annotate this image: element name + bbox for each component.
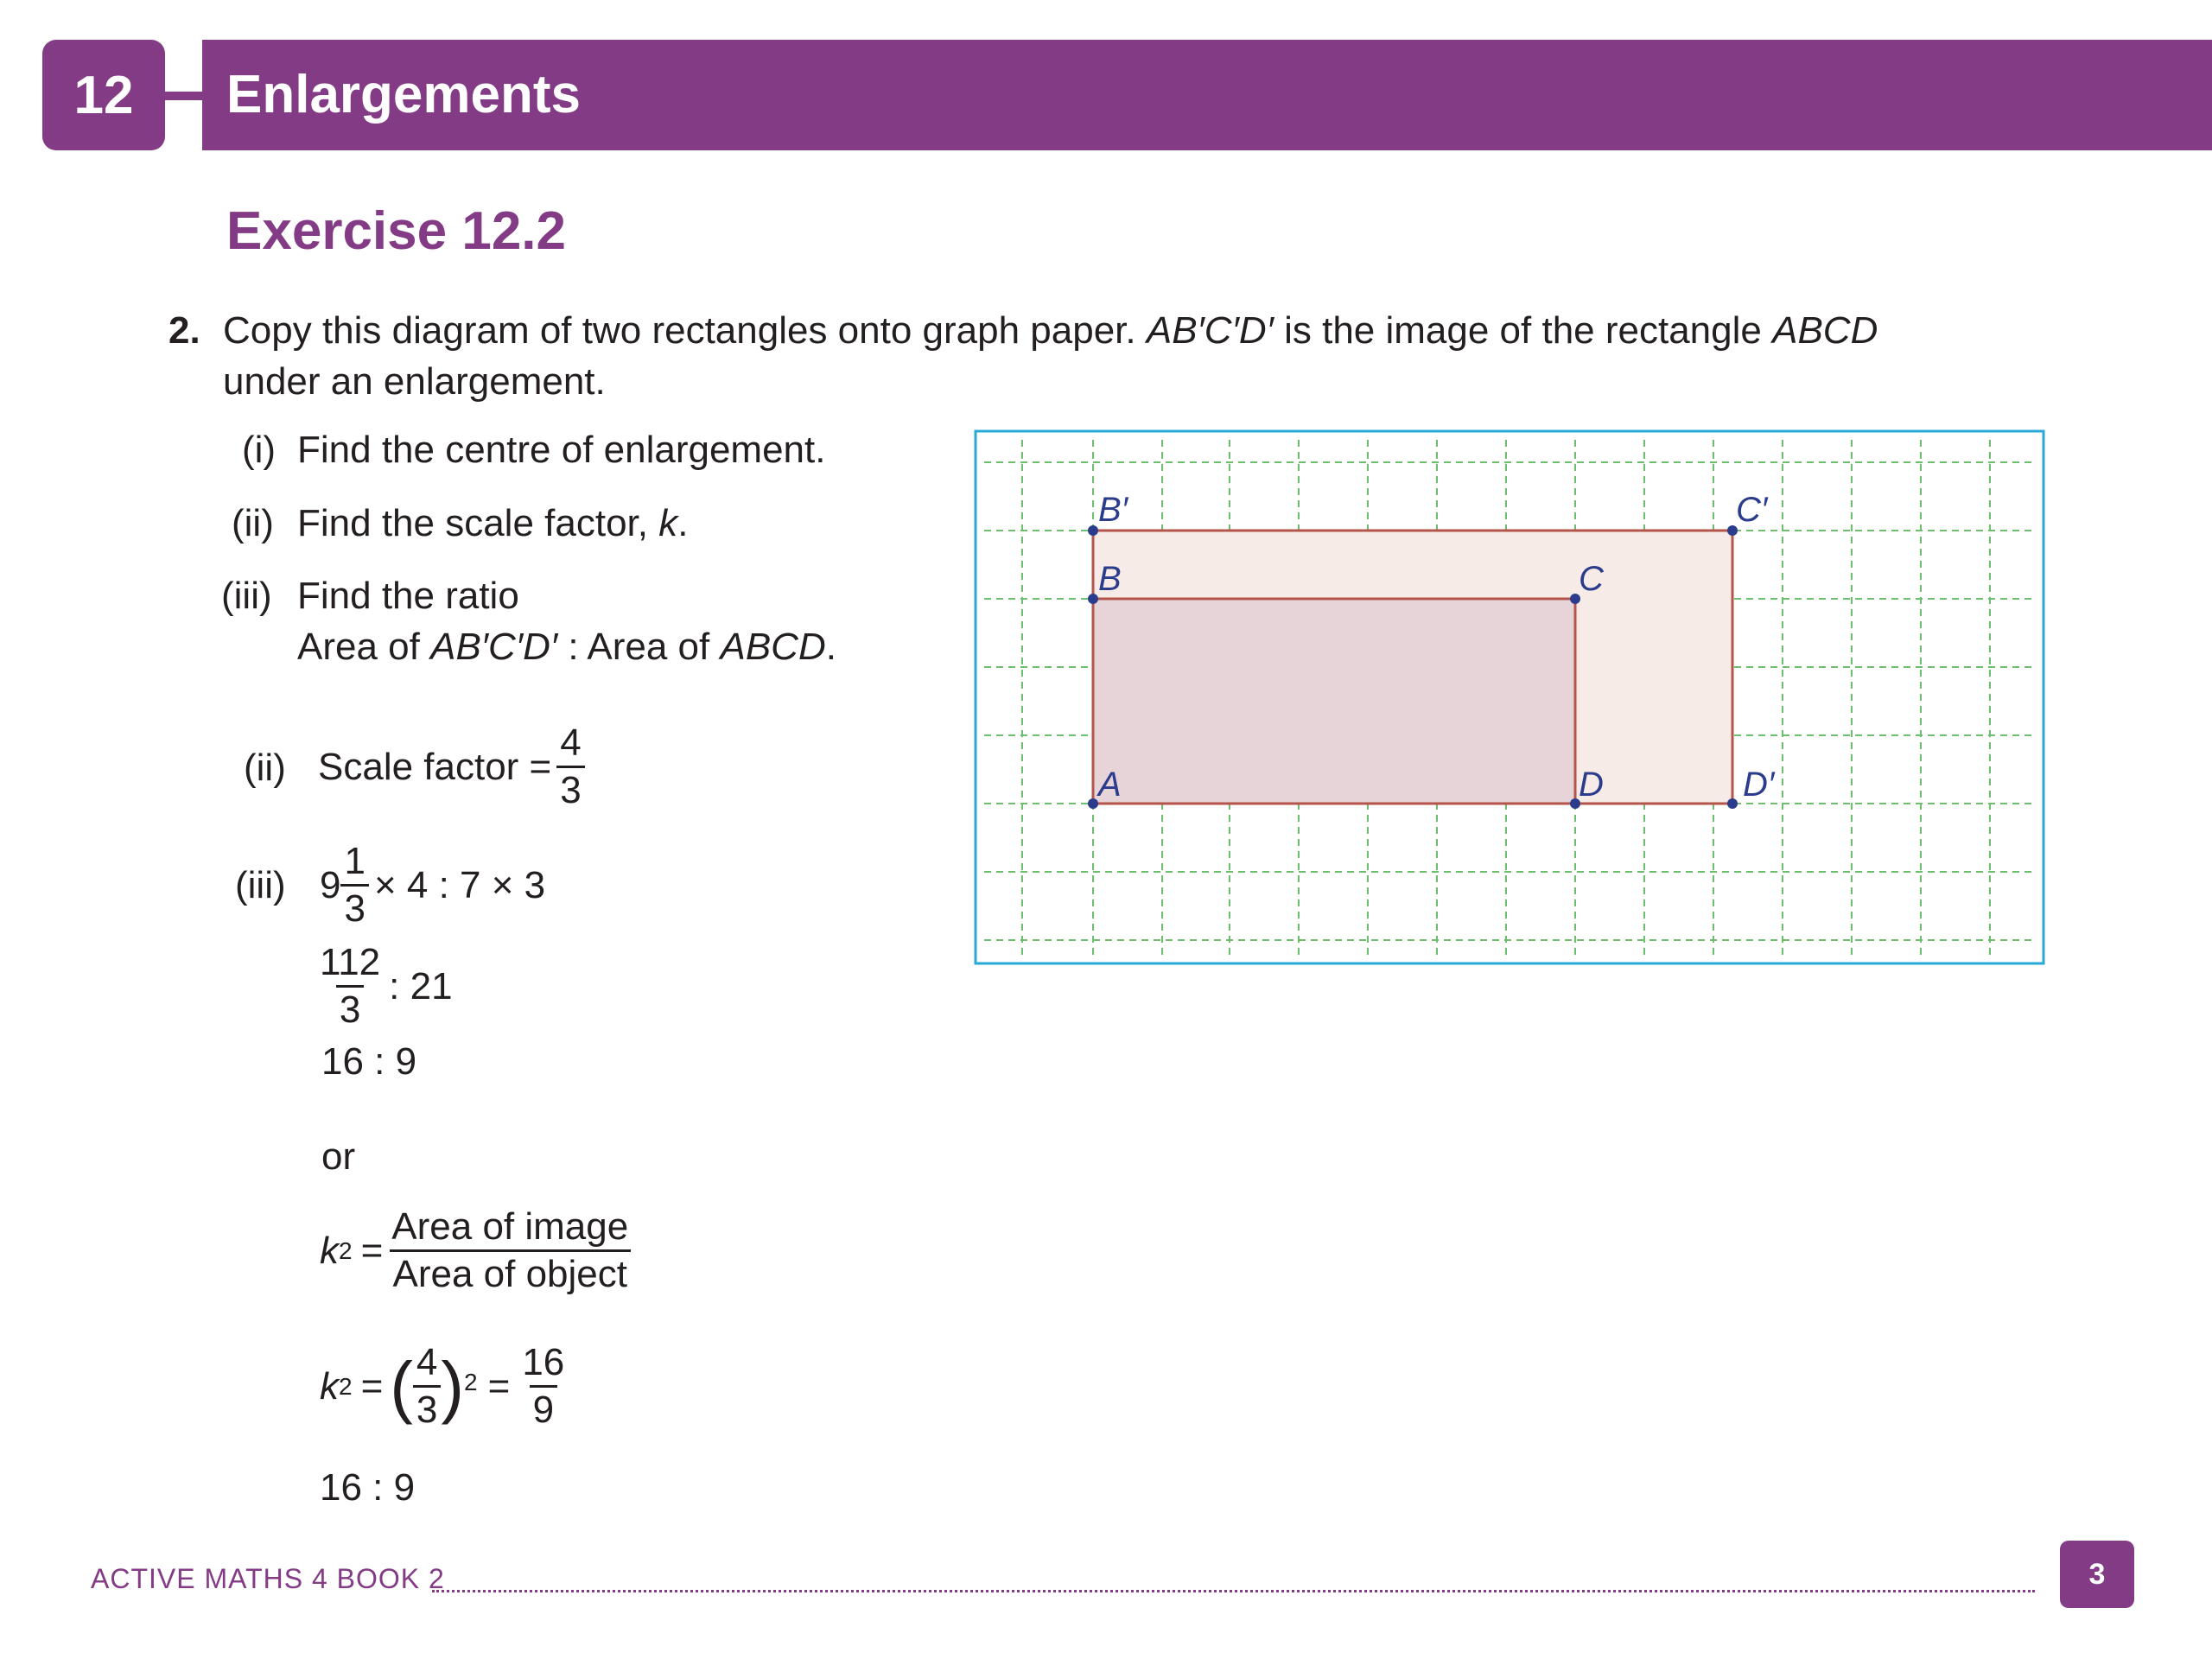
question-text-b: is the image of the rectangle xyxy=(1284,309,1762,352)
mixed-fraction: $\frac{1}{3}$ xyxy=(340,842,368,928)
label-a: A xyxy=(1098,766,1122,804)
answer-ii: Scale factor = $\frac{4}{3}$ xyxy=(318,724,590,810)
label-c: C xyxy=(1579,560,1604,598)
label-c-prime: C′ xyxy=(1736,491,1768,529)
answer-iii-step3: 16 : 9 xyxy=(321,1040,417,1083)
question-line-1 xyxy=(223,306,1878,356)
scale-factor-fraction: $\frac{4}{3}$ xyxy=(556,724,584,810)
label-d-prime: D′ xyxy=(1743,766,1775,804)
exercise-title: Exercise 12.2 xyxy=(226,201,567,261)
k-squared-calculation: k 2 = ( $\frac{4}{3}$ ) 2 = $\frac{16}{9}$ xyxy=(320,1344,573,1429)
page-number-badge xyxy=(2060,1541,2134,1608)
point-a xyxy=(1088,798,1098,809)
variable-k: k xyxy=(658,502,678,544)
object-rectangle xyxy=(1093,599,1575,804)
image-name: AB′C′D′ xyxy=(1146,309,1274,352)
step2-fraction: $\frac{112}{3}$ xyxy=(320,941,381,1031)
part-iii-number: (iii) xyxy=(221,575,272,617)
label-b-prime: B′ xyxy=(1098,491,1128,529)
point-b xyxy=(1088,594,1098,604)
answer-final-ratio: 16 : 9 xyxy=(320,1466,416,1509)
label-b: B xyxy=(1098,560,1122,598)
answer-iii-step1: 9 $\frac{1}{3}$ × 4 : 7 × 3 xyxy=(320,840,546,930)
part-iii-ratio-line: Area of AB′C′D′ : Area of ABCD. xyxy=(297,626,836,668)
question-text-a: Copy this diagram of two rectangles onto graph paper. xyxy=(223,309,1136,352)
k-squared-area-ratio: k 2 = $\frac{\text{Area of image}}{\text{Area of object}}$ xyxy=(320,1208,637,1294)
result-fraction: $\frac{16}{9}$ xyxy=(522,1341,565,1431)
part-ii-number: (ii) xyxy=(232,502,274,544)
part-i-number: (i) xyxy=(242,429,276,471)
answer-or: or xyxy=(321,1135,356,1178)
right-bracket: ) xyxy=(441,1347,465,1425)
part-ii-text: Find the scale factor, k. xyxy=(297,502,689,544)
question-line-2: under an enlargement. xyxy=(223,360,606,403)
object-name: ABCD xyxy=(1772,309,1878,352)
area-fraction: $\frac{\text{Area of image}}{\text{Area of object}}$ xyxy=(388,1208,632,1294)
footer-book-title: ACTIVE MATHS 4 BOOK 2 xyxy=(91,1563,445,1594)
header-connector xyxy=(164,92,206,100)
point-d-prime xyxy=(1727,798,1738,809)
footer-dotted-rule xyxy=(432,1590,2035,1592)
chapter-number-badge xyxy=(42,40,165,150)
answer-iii-step2: $\frac{112}{3}$ : 21 xyxy=(316,944,453,1029)
point-b-prime xyxy=(1088,525,1098,536)
left-bracket: ( xyxy=(390,1347,413,1425)
chapter-title: Enlargements xyxy=(226,65,582,124)
page-number: 3 xyxy=(2088,1557,2106,1591)
enlargement-diagram xyxy=(974,429,2045,965)
answer-ii-number: (ii) xyxy=(244,747,286,789)
part-i-text: Find the centre of enlargement. xyxy=(297,429,826,471)
label-d: D xyxy=(1579,766,1604,804)
part-iii-text: Find the ratio xyxy=(297,575,519,617)
question-number: 2. xyxy=(168,309,200,352)
chapter-number: 12 xyxy=(73,65,134,125)
bracket-fraction: $\frac{4}{3}$ xyxy=(413,1344,441,1429)
answer-iii-number: (iii) xyxy=(235,864,286,906)
